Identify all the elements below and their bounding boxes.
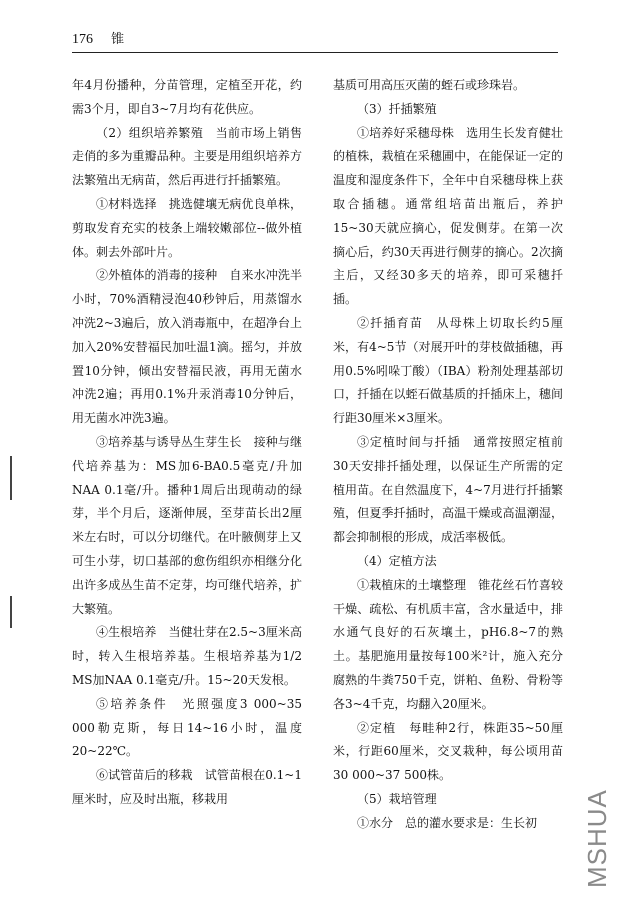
left-column (72, 74, 302, 812)
paragraph: ①培养好采穗母株 选用生长发育健壮的植株，栽植在采穗圃中，在能保证一定的温度和湿度条件下，全年中自采穗母株上获取合插穗。通常组培苗出瓶后，养护15~30天就应摘心，促发侧芽。在第一次摘心后，约30天再进行侧芽的摘心。2次摘主后，又经30多天的培养，即可采穗扦插。 (333, 125, 563, 307)
running-title: 锥 (111, 32, 125, 47)
scan-margin-mark (10, 456, 12, 500)
paragraph: 基质可用高压灭菌的蛭石或珍珠岩。 (333, 78, 526, 92)
page-header (72, 28, 124, 48)
paragraph: ①材料选择 挑选健壤无病优良单株，剪取发育充实的枝条上端较嫩部位--做外植体。刺去外部叶片。 (72, 196, 302, 259)
section-heading: （4）定植方法 (357, 553, 437, 568)
scan-margin-mark (10, 596, 12, 628)
header-rule (72, 52, 558, 53)
section-heading: （5）栽培管理 (357, 791, 437, 806)
paragraph: ⑤培养条件 光照强度3 000~35 000勒克斯，每日14~16小时，温度20~22℃。 (72, 696, 302, 759)
paragraph: ②定植 每畦种2行，株距35~50厘米，行距60厘米，交叉栽种，每公顷用苗30 000~37 500株。 (333, 720, 563, 783)
paragraph: ④生根培养 当健壮芽在2.5~3厘米高时，转入生根培养基。生根培养基为1/2 MS加NAA 0.1毫克/升。15~20天发根。 (72, 625, 302, 687)
paragraph: 年4月份播种，分苗管理，定植至开花，约需3个月，即自3~7月均有花供应。 (72, 78, 302, 116)
watermark: MSHUA (582, 789, 612, 888)
section-heading: （3）扦插繁殖 (357, 101, 437, 116)
paragraph: ①水分 总的灌水要求是：生长初 (357, 815, 538, 830)
paragraph: ①栽植床的土壤整理 锥花丝石竹喜较干燥、疏松、有机质丰富，含水量适中，排水通气良好的石灰壤土，pH6.8~7的熟土。基肥施用量按每100米²计，施入充分腐熟的牛粪750千克，饼粕、鱼粉、骨粉等各3~4千克，均翻入20厘米。 (333, 577, 563, 711)
right-column (333, 74, 563, 836)
page-number: 176 (72, 32, 93, 47)
paragraph: ⑥试管苗后的移栽 试管苗根在0.1~1厘米时，应及时出瓶，移栽用 (72, 768, 302, 806)
paragraph: ③培养基与诱导丛生芽生长 接种与继代培养基为：MS加6-BA0.5毫克/升加NAA 0.1毫/升。播种1周后出现萌动的绿芽，半个月后，逐渐伸展，至芽苗长出2厘米左右时，可以分切继代。在叶腋侧芽上又可生小芽，切口基部的愈伤组织亦相继分化出许多成丛生苗不定芽，均可继代培养，扩大繁殖。 (72, 434, 302, 616)
paragraph: ②外植体的消毒的接种 自来水冲洗半小时，70%酒精浸泡40秒钟后，用蒸馏水冲洗2~3遍后，放入消毒瓶中，在超净台上加入20%安替福民加吐温1滴。摇匀，并放置10分钟，倾出安替福民液，再用无菌水冲洗2遍；再用0.1%升汞消毒10分钟后，用无菌水冲洗3遍。 (72, 268, 302, 426)
paragraph: （2）组织培养繁殖 当前市场上销售走俏的多为重瓣品种。主要是用组织培养方法繁殖出无病苗，然后再进行扦插繁殖。 (72, 125, 302, 188)
paragraph: ③定植时间与扦插 通常按照定植前30天安排扦插处理，以保证生产所需的定植用苗。在自然温度下，4~7月进行扦插繁殖，但夏季扦插时，高温干燥或高温潮湿，都会抑制根的形成，成活率极低。 (333, 434, 563, 545)
paragraph: ②扦插育苗 从母株上切取长约5厘米，有4~5节（对展开叶的芽枝做插穗，再用0.5%吲哚丁酸）（IBA）粉剂处理基部切口，扦插在以蛭石做基质的扦插床上，穗间行距30厘米×3厘米。 (333, 315, 563, 426)
